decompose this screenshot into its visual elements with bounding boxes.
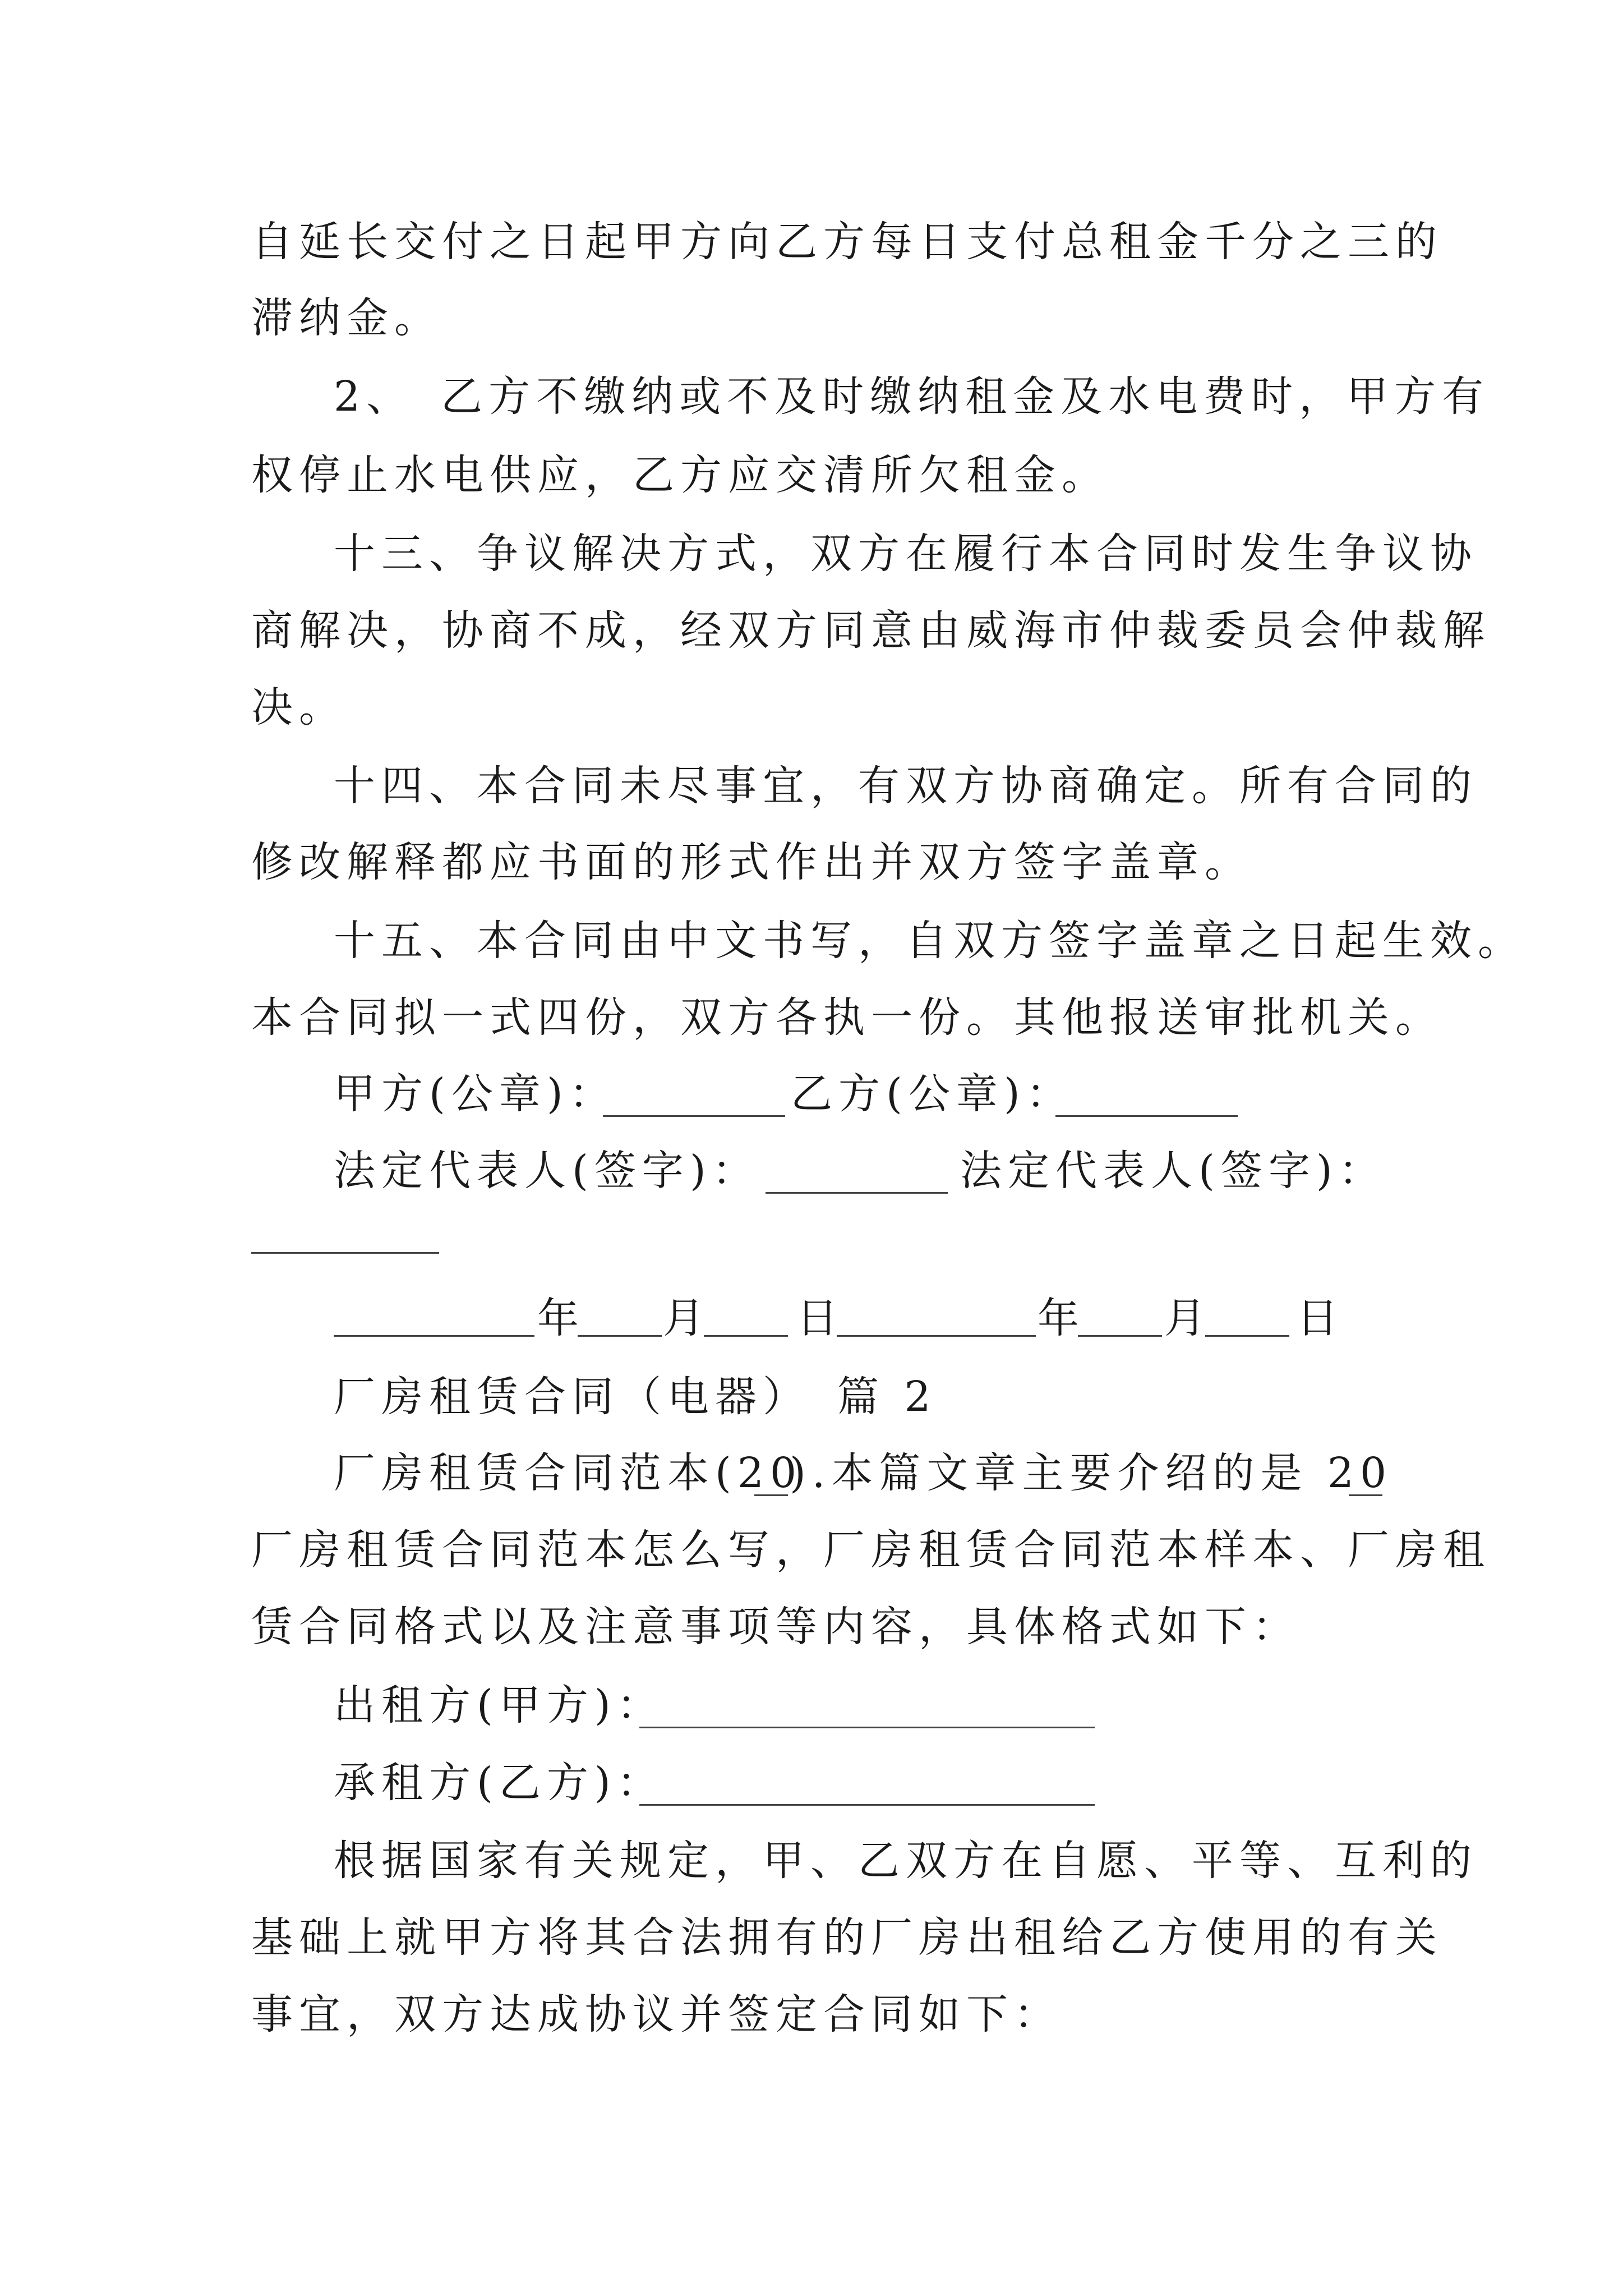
party-b-seal-label: 乙方(公章)： — [791, 1070, 1074, 1118]
date-a-month: 月 — [663, 1294, 711, 1342]
paragraph-line: 十五、本合同由中文书写，自双方签字盖章之日起生效。 — [334, 917, 1525, 965]
party-a-seal-label: 甲方(公章)： — [334, 1070, 617, 1118]
section2-intro-part-b: ).本篇文章主要介绍的是 20 — [790, 1449, 1393, 1497]
lessee-input-line[interactable] — [639, 1804, 1095, 1806]
paragraph-line: 决。 — [251, 683, 347, 731]
paragraph-line: 商解决，协商不成，经双方同意由威海市仲裁委员会仲裁解 — [251, 606, 1491, 655]
date-b-year-blank[interactable] — [837, 1335, 1036, 1337]
date-b-month-blank[interactable] — [1078, 1335, 1162, 1337]
date-b-month: 月 — [1164, 1294, 1212, 1342]
paragraph-line: 十三、争议解决方式，双方在履行本合同时发生争议协 — [334, 530, 1478, 578]
date-a-day: 日 — [796, 1294, 844, 1342]
legal-rep-b-label: 法定代表人(签字)： — [960, 1147, 1386, 1195]
paragraph-line: 自延长交付之日起甲方向乙方每日支付总租金千分之三的 — [251, 218, 1443, 266]
paragraph-line: 权停止水电供应，乙方应交清所欠租金。 — [251, 451, 1109, 499]
lessor-input-line[interactable] — [639, 1727, 1095, 1728]
party-b-seal-blank[interactable] — [1055, 1115, 1238, 1117]
date-b-day: 日 — [1297, 1294, 1344, 1342]
paragraph-line: 滞纳金。 — [251, 294, 442, 342]
legal-rep-a-blank[interactable] — [766, 1192, 948, 1194]
lessor-label: 出租方(甲方)： — [334, 1681, 665, 1729]
paragraph-line: 十四、本合同未尽事宜，有双方协商确定。所有合同的 — [334, 762, 1478, 810]
date-b-day-blank[interactable] — [1205, 1335, 1289, 1337]
paragraph-line: 基础上就甲方将其合法拥有的厂房出租给乙方使用的有关 — [251, 1913, 1443, 1962]
section2-intro-part-a: 厂房租赁合同范本(20 — [334, 1449, 803, 1497]
legal-rep-a-label: 法定代表人(签字)： — [334, 1147, 760, 1195]
paragraph-line: 根据国家有关规定，甲、乙双方在自愿、平等、互利的 — [334, 1837, 1478, 1885]
date-a-year-blank[interactable] — [334, 1335, 534, 1337]
date-b-year: 年 — [1038, 1294, 1085, 1342]
lessee-label: 承租方(乙方)： — [334, 1759, 665, 1807]
paragraph-line: 本合同拟一式四份，双方各执一份。其他报送审批机关。 — [251, 993, 1443, 1042]
year-blank[interactable] — [754, 1494, 788, 1496]
paragraph-line: 厂房租赁合同范本怎么写，厂房租赁合同范本样本、厂房租 — [251, 1526, 1491, 1574]
paragraph-line: 赁合同格式以及注意事项等内容，具体格式如下： — [251, 1603, 1300, 1651]
party-a-seal-blank[interactable] — [603, 1115, 785, 1117]
paragraph-line: 2、 乙方不缴纳或不及时缴纳租金及水电费时，甲方有 — [334, 372, 1490, 421]
year-blank-2[interactable] — [1349, 1494, 1382, 1496]
legal-rep-b-blank[interactable] — [251, 1252, 439, 1254]
date-a-day-blank[interactable] — [704, 1335, 788, 1337]
paragraph-line: 事宜，双方达成协议并签定合同如下： — [251, 1990, 1062, 2039]
date-a-year: 年 — [537, 1294, 585, 1342]
date-a-month-blank[interactable] — [578, 1335, 662, 1337]
section-heading: 厂房租赁合同（电器） 篇 2 — [334, 1373, 937, 1421]
paragraph-line: 修改解释都应书面的形式作出并双方签字盖章。 — [251, 838, 1252, 886]
